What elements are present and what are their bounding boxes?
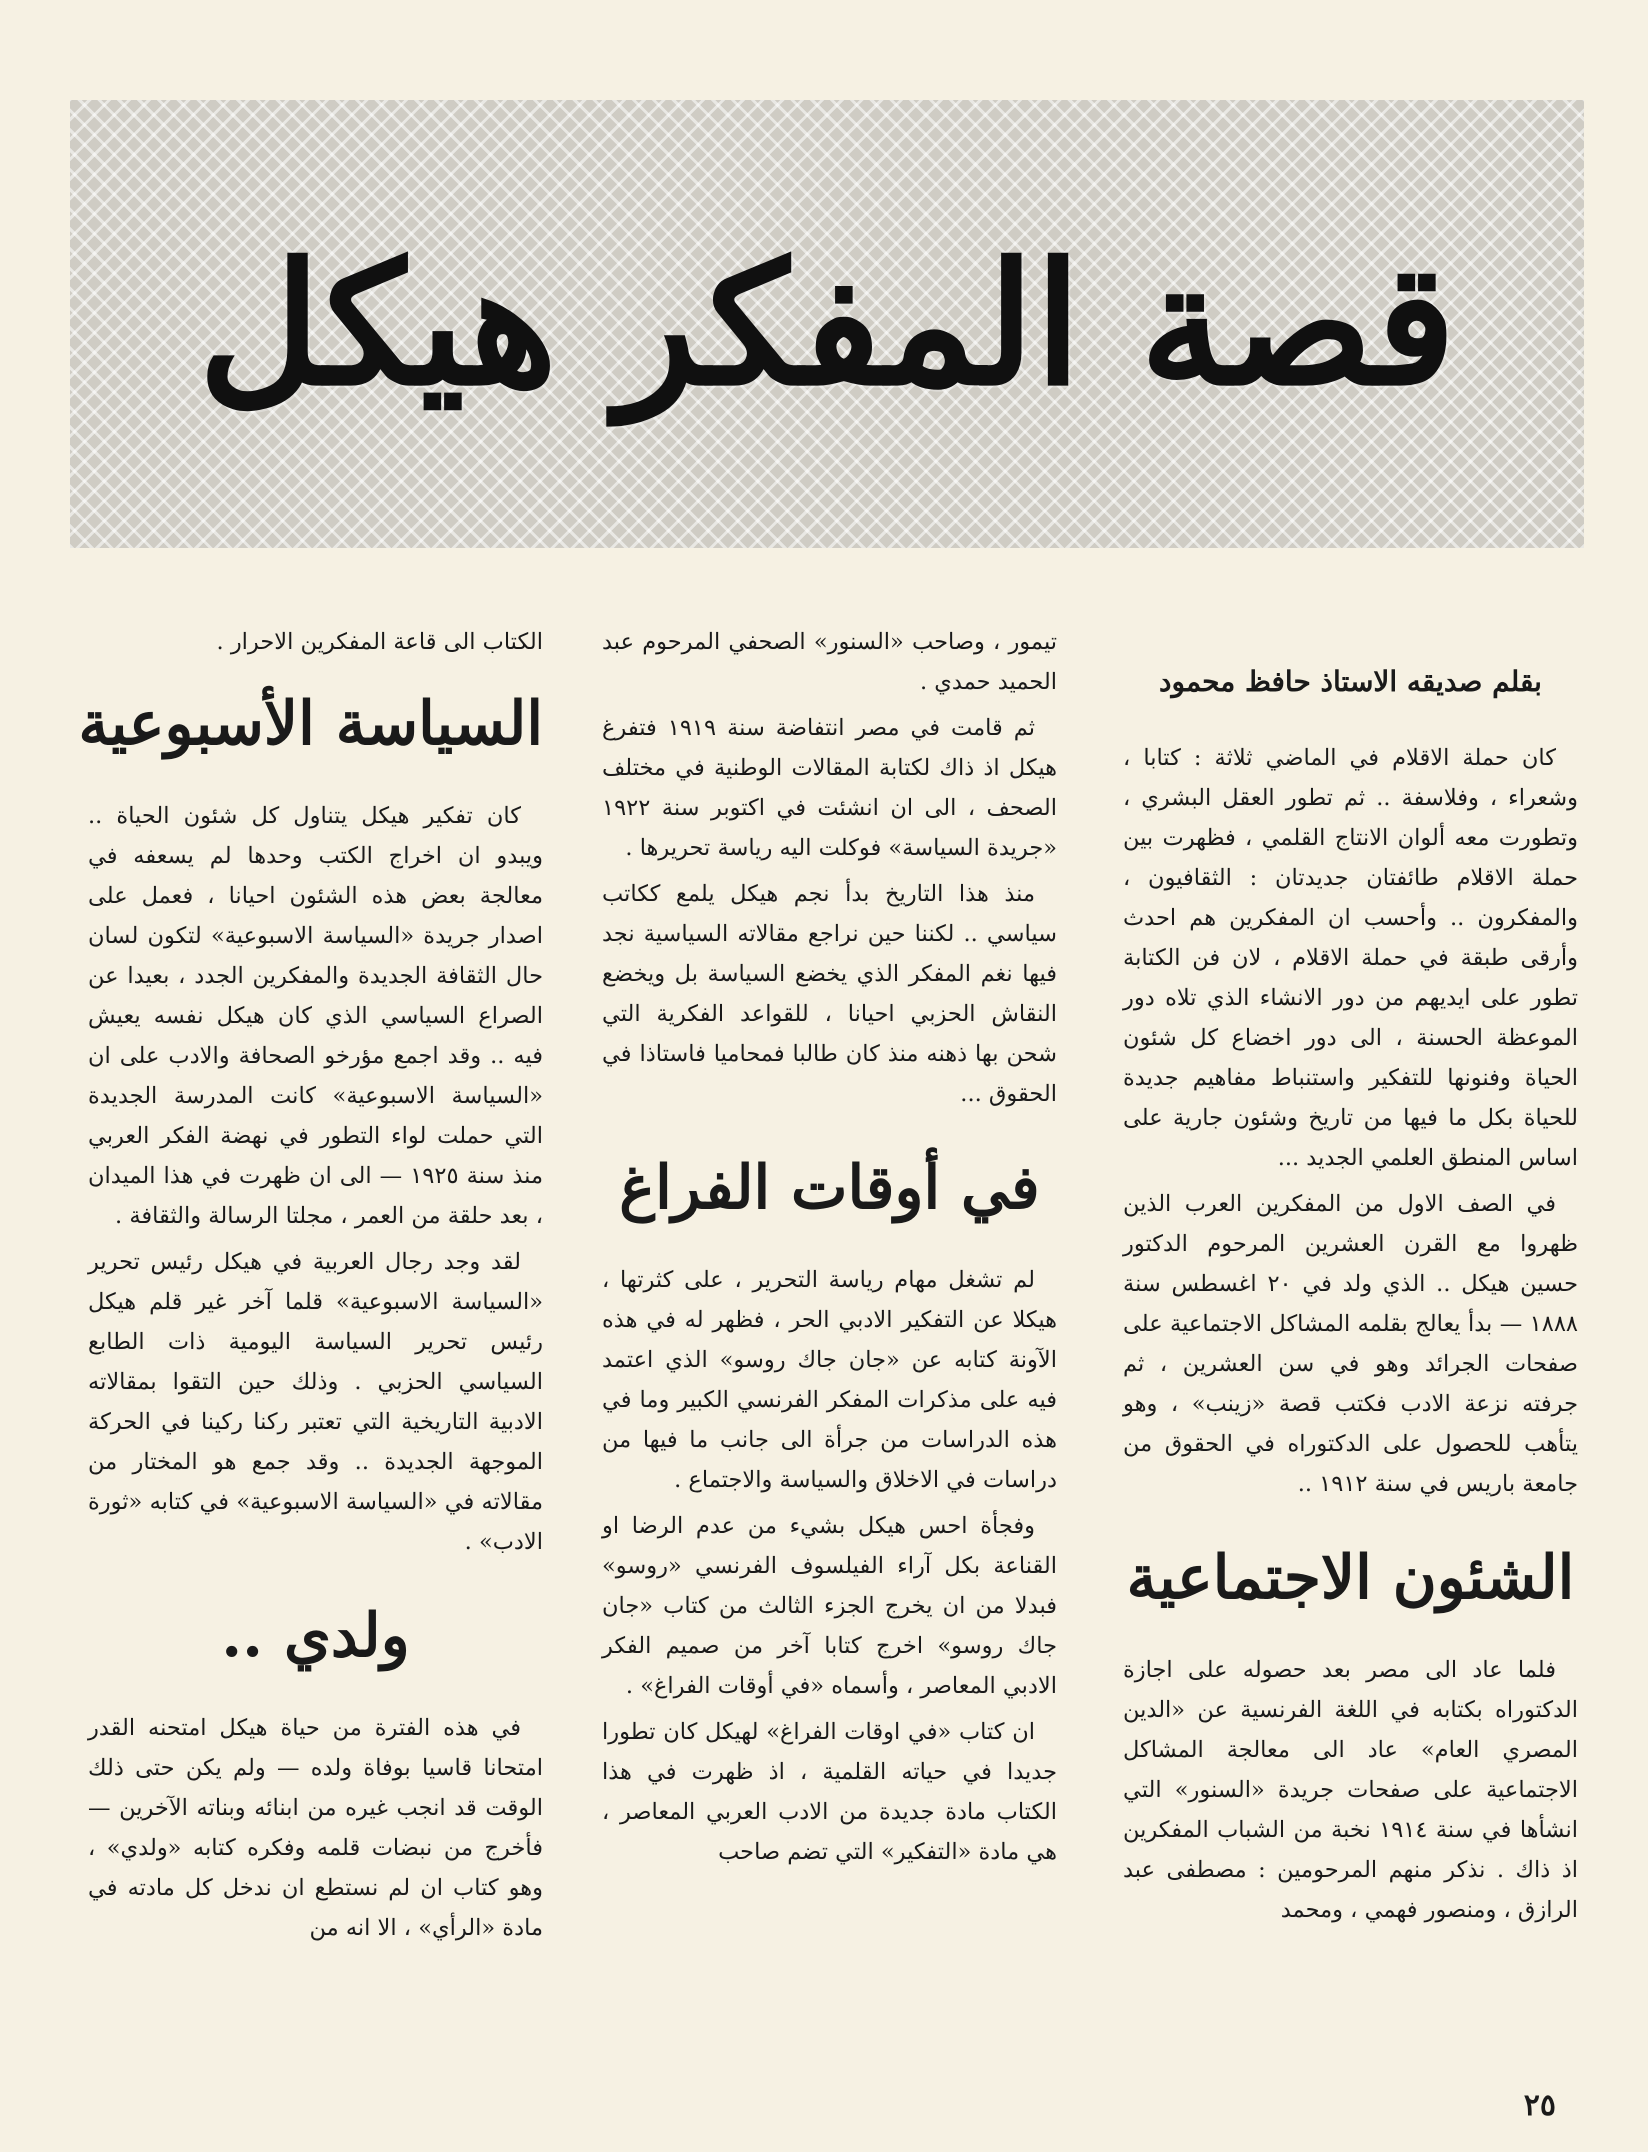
- paragraph: منذ هذا التاريخ بدأ نجم هيكل يلمع ككاتب سياسي .. لكننا حين نراجع مقالاته السياسية نجد فيها نغم المفكر الذي يخضع السياسة بل ويخضع النقاش الحزبي احيانا ، للقواعد الفكرية التي شحن بها ذهنه منذ كان طالبا فمحاميا فاستاذا في الحقوق ...: [602, 881, 1057, 1107]
- section-heading: الشئون الاجتماعية: [1126, 1543, 1575, 1613]
- column-right: [1123, 622, 1578, 1936]
- section-heading: ولدي ..: [221, 1601, 410, 1671]
- paragraph: لقد وجد رجال العربية في هيكل رئيس تحرير «السياسة الاسبوعية» قلما آخر غير قلم هيكل رئيس تحرير السياسة اليومية ذات الطابع السياسي الحزبي . وذلك حين التقوا بمقالاته الادبية التاريخية التي تعتبر ركنا ركينا في الحركة الموجهة الجديدة .. وقد جمع هو المختار من مقالاته في «السياسة الاسبوعية» في كتابه «ثورة الادب» .: [88, 1249, 543, 1555]
- paragraph: تيمور ، وصاحب «السنور» الصحفي المرحوم عبد الحميد حمدي .: [602, 629, 1057, 695]
- section-heading: السياسة الأسبوعية: [78, 689, 543, 759]
- paragraph: لم تشغل مهام رياسة التحرير ، على كثرتها ، هيكلا عن التفكير الادبي الحر ، فظهر له في هذه الآونة كتابه عن «جان جاك روسو» الذي اعتمد فيه على مذكرات المفكر الفرنسي الكبير وما في هذه الدراسات من جرأة الى جانب ما فيها من دراسات في الاخلاق والسياسة والاجتماع .: [602, 1267, 1057, 1493]
- author-byline: بقلم صديقه الاستاذ حافظ محمود: [1159, 665, 1542, 698]
- paragraph: الكتاب الى قاعة المفكرين الاحرار .: [216, 629, 543, 655]
- article-title: قصة المفكر هيكل: [198, 225, 1456, 423]
- paragraph: في هذه الفترة من حياة هيكل امتحنه القدر امتحانا قاسيا بوفاة ولده — ولم يكن حتى ذلك الوقت قد انجب غيره من ابنائه وبناته الآخرين — فأخرج من نبضات قلمه وفكره كتابه «ولدي» ، وهو كتاب ان لم نستطع ان ندخل كل مادته في مادة «الرأي» ، الا انه من: [88, 1715, 543, 1941]
- paragraph: ان كتاب «في اوقات الفراغ» لهيكل كان تطورا جديدا في حياته القلمية ، اذ ظهرت في هذا الكتاب مادة جديدة من الادب العربي المعاصر ، هي مادة «التفكير» التي تضم صاحب: [602, 1719, 1057, 1865]
- paragraph: وفجأة احس هيكل بشيء من عدم الرضا او القناعة بكل آراء الفيلسوف الفرنسي «روسو» فبدلا من ان يخرج الجزء الثالث من كتاب «جان جاك روسو» اخرج كتابا آخر من صميم الفكر الادبي المعاصر ، وأسماه «في أوقات الفراغ» .: [602, 1513, 1057, 1699]
- section-heading: في أوقات الفراغ: [619, 1153, 1040, 1223]
- column-middle: [602, 622, 1057, 1878]
- page-number: ٢٥: [1523, 2088, 1556, 2123]
- paragraph: كان تفكير هيكل يتناول كل شئون الحياة .. ويبدو ان اخراج الكتب وحدها لم يسعفه في معالجة بعض هذه الشئون احيانا ، فعمل على اصدار جريدة «السياسة الاسبوعية» لتكون لسان حال الثقافة الجديدة والمفكرين الجدد ، بعيدا عن الصراع السياسي الذي كان هيكل نفسه يعيش فيه .. وقد اجمع مؤرخو الصحافة والادب على ان «السياسة الاسبوعية» كانت المدرسة الجديدة التي حملت لواء التطور في نهضة الفكر العربي منذ سنة ١٩٢٥ — الى ان ظهرت في هذا الميدان ، بعد حلقة من العمر ، مجلتا الرسالة والثقافة .: [88, 803, 543, 1229]
- title-banner: [70, 100, 1584, 548]
- paragraph: فلما عاد الى مصر بعد حصوله على اجازة الدكتوراه بكتابه في اللغة الفرنسية عن «الدين المصري العام» عاد الى معالجة المشاكل الاجتماعية على صفحات جريدة «السنور» التي انشأها في سنة ١٩١٤ نخبة من الشباب المفكرين اذ ذاك . نذكر منهم المرحومين : مصطفى عبد الرازق ، ومنصور فهمي ، ومحمد: [1123, 1657, 1578, 1923]
- paragraph: في الصف الاول من المفكرين العرب الذين ظهروا مع القرن العشرين المرحوم الدكتور حسين هيكل .. الذي ولد في ٢٠ اغسطس سنة ١٨٨٨ — بدأ يعالج بقلمه المشاكل الاجتماعية على صفحات الجرائد وهو في سن العشرين ، ثم جرفته نزعة الادب فكتب قصة «زينب» ، وهو يتأهب للحصول على الدكتوراه في الحقوق من جامعة باريس في سنة ١٩١٢ ..: [1123, 1191, 1578, 1497]
- column-left: [78, 622, 543, 1954]
- paragraph: ثم قامت في مصر انتفاضة سنة ١٩١٩ فتفرغ هيكل اذ ذاك لكتابة المقالات الوطنية في مختلف الصحف ، الى ان انشئت في اكتوبر سنة ١٩٢٢ «جريدة السياسة» فوكلت اليه رياسة تحريرها .: [602, 715, 1057, 861]
- paragraph: كان حملة الاقلام في الماضي ثلاثة : كتابا ، وشعراء ، وفلاسفة .. ثم تطور العقل البشري ، وتطورت معه ألوان الانتاج القلمي ، فظهرت بين حملة الاقلام طائفتان جديدتان : الثقافيون ، والمفكرون .. وأحسب ان المفكرين هم احدث وأرقى طبقة في حملة الاقلام ، لان فن الكتابة تطور على ايديهم من دور الانشاء الذي تلاه دور الموعظة الحسنة ، الى دور اخضاع كل شئون الحياة وفنونها للتفكير واستنباط مفاهيم جديدة للحياة بكل ما فيها من تاريخ وشئون جارية على اساس المنطق العلمي الجديد ...: [1123, 745, 1578, 1171]
